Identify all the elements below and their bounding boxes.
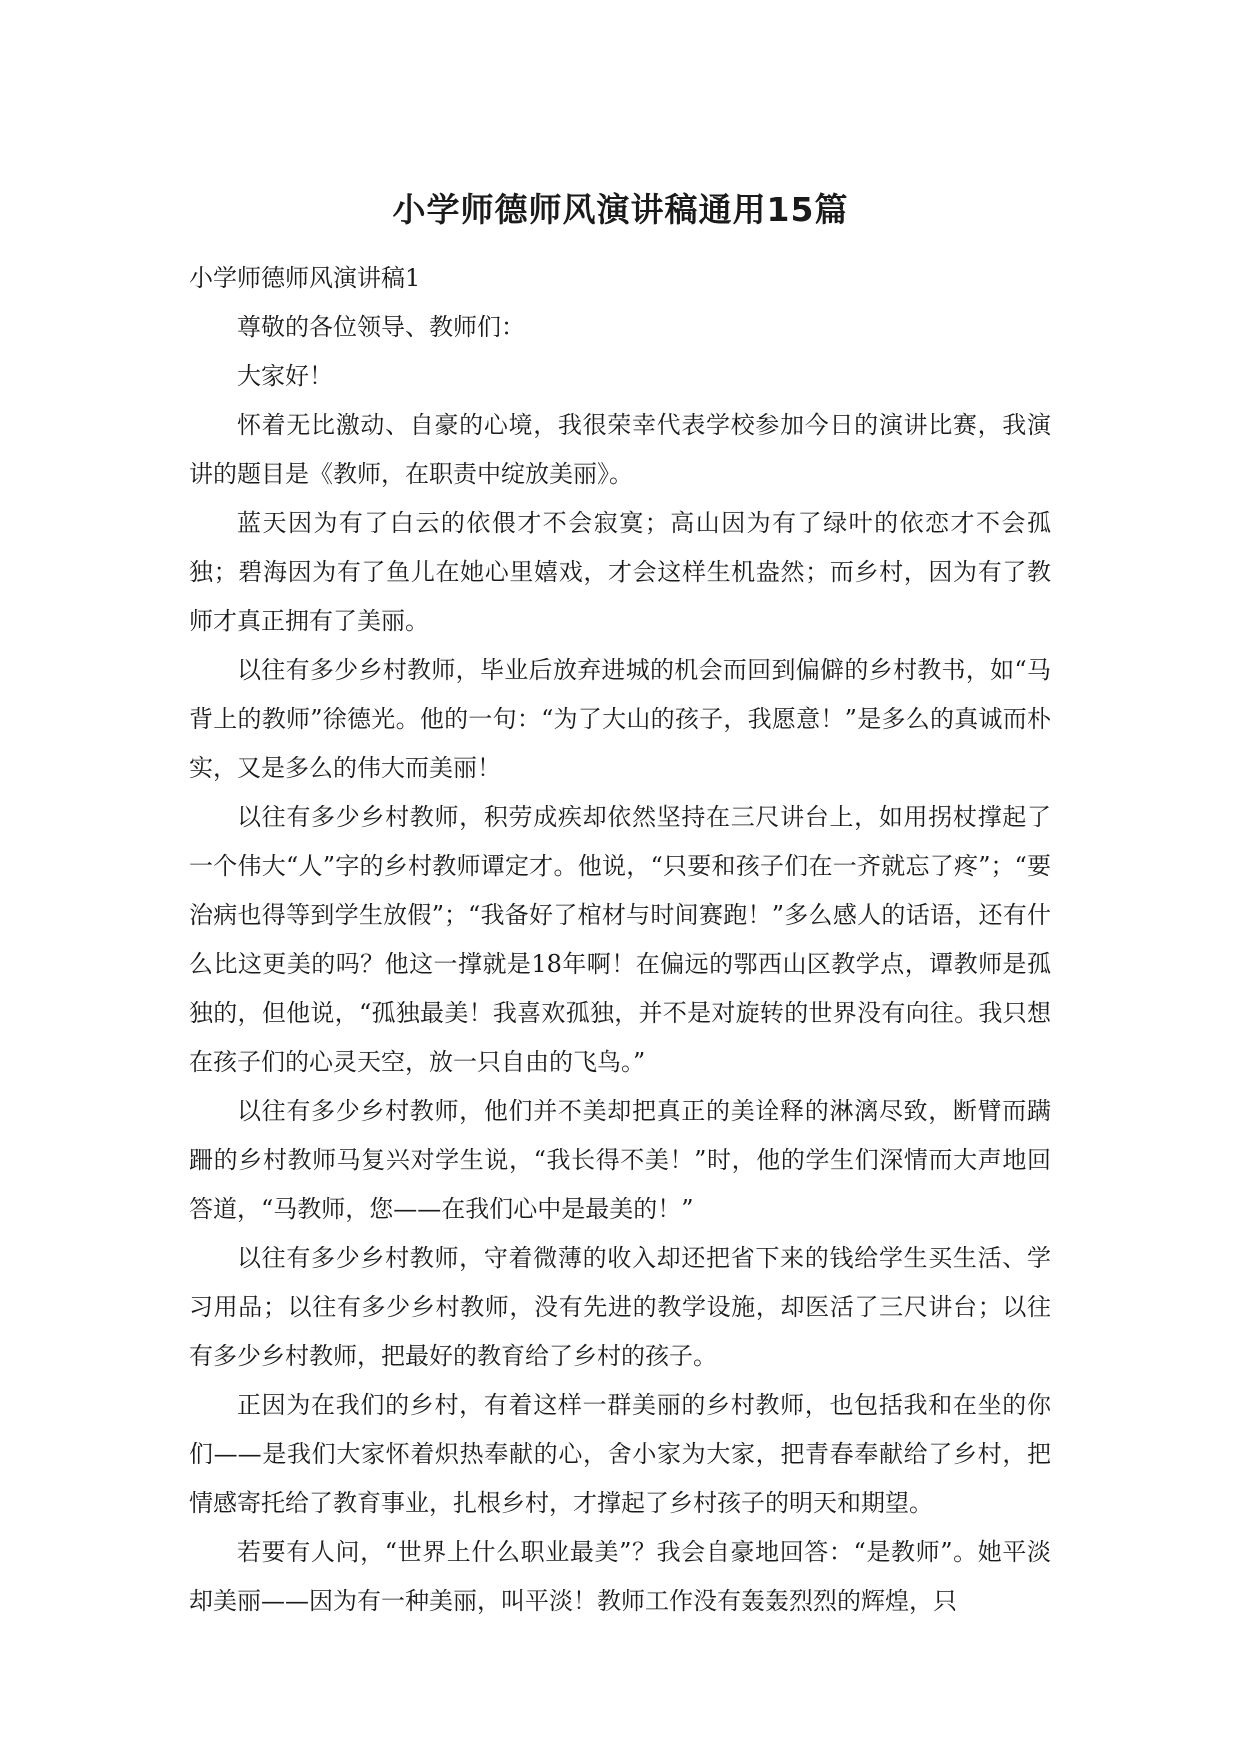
document-body [189, 254, 1051, 1626]
body-paragraph: 以往有多少乡村教师，毕业后放弃进城的机会而回到偏僻的乡村教书，如“马背上的教师”徐德光。他的一句：“为了大山的孩子，我愿意！”是多么的真诚而朴实，又是多么的伟大而美丽！ [189, 656, 1051, 782]
section-heading: 小学师德师风演讲稿1 [189, 264, 421, 292]
greeting-paragraph: 大家好！ [237, 362, 333, 390]
body-paragraph: 以往有多少乡村教师，他们并不美却把真正的美诠释的淋漓尽致，断臂而蹒跚的乡村教师马复兴对学生说，“我长得不美！”时，他的学生们深情而大声地回答道，“马教师，您——在我们心中是最美的！” [189, 1097, 1051, 1223]
body-paragraph: 怀着无比激动、自豪的心境，我很荣幸代表学校参加今日的演讲比赛，我演讲的题目是《教师，在职责中绽放美丽》。 [189, 411, 1051, 488]
salutation-paragraph: 尊敬的各位领导、教师们： [237, 313, 525, 341]
body-paragraph: 若要有人问，“世界上什么职业最美”？我会自豪地回答：“是教师”。她平淡却美丽——因为有一种美丽，叫平淡！教师工作没有轰轰烈烈的辉煌，只 [189, 1538, 1051, 1615]
body-paragraph: 正因为在我们的乡村，有着这样一群美丽的乡村教师，也包括我和在坐的你们——是我们大家怀着炽热奉献的心，舍小家为大家，把青春奉献给了乡村，把情感寄托给了教育事业，扎根乡村，才撑起了乡村孩子的明天和期望。 [189, 1391, 1051, 1517]
body-paragraph: 以往有多少乡村教师，积劳成疾却依然坚持在三尺讲台上，如用拐杖撑起了一个伟大“人”字的乡村教师谭定才。他说，“只要和孩子们在一齐就忘了疼”；“要治病也得等到学生放假”；“我备好了棺材与时间赛跑！”多么感人的话语，还有什么比这更美的吗？他这一撑就是18年啊！在偏远的鄂西山区教学点，谭教师是孤独的，但他说，“孤独最美！我喜欢孤独，并不是对旋转的世界没有向往。我只想在孩子们的心灵天空，放一只自由的飞鸟。” [189, 803, 1051, 1076]
document-title: 小学师德师风演讲稿通用15篇 [392, 190, 849, 229]
body-paragraph: 以往有多少乡村教师，守着微薄的收入却还把省下来的钱给学生买生活、学习用品；以往有多少乡村教师，没有先进的教学设施，却医活了三尺讲台；以往有多少乡村教师，把最好的教育给了乡村的孩子。 [189, 1244, 1051, 1370]
body-paragraph: 蓝天因为有了白云的依偎才不会寂寞；高山因为有了绿叶的依恋才不会孤独；碧海因为有了鱼儿在她心里嬉戏，才会这样生机盎然；而乡村，因为有了教师才真正拥有了美丽。 [189, 509, 1051, 635]
